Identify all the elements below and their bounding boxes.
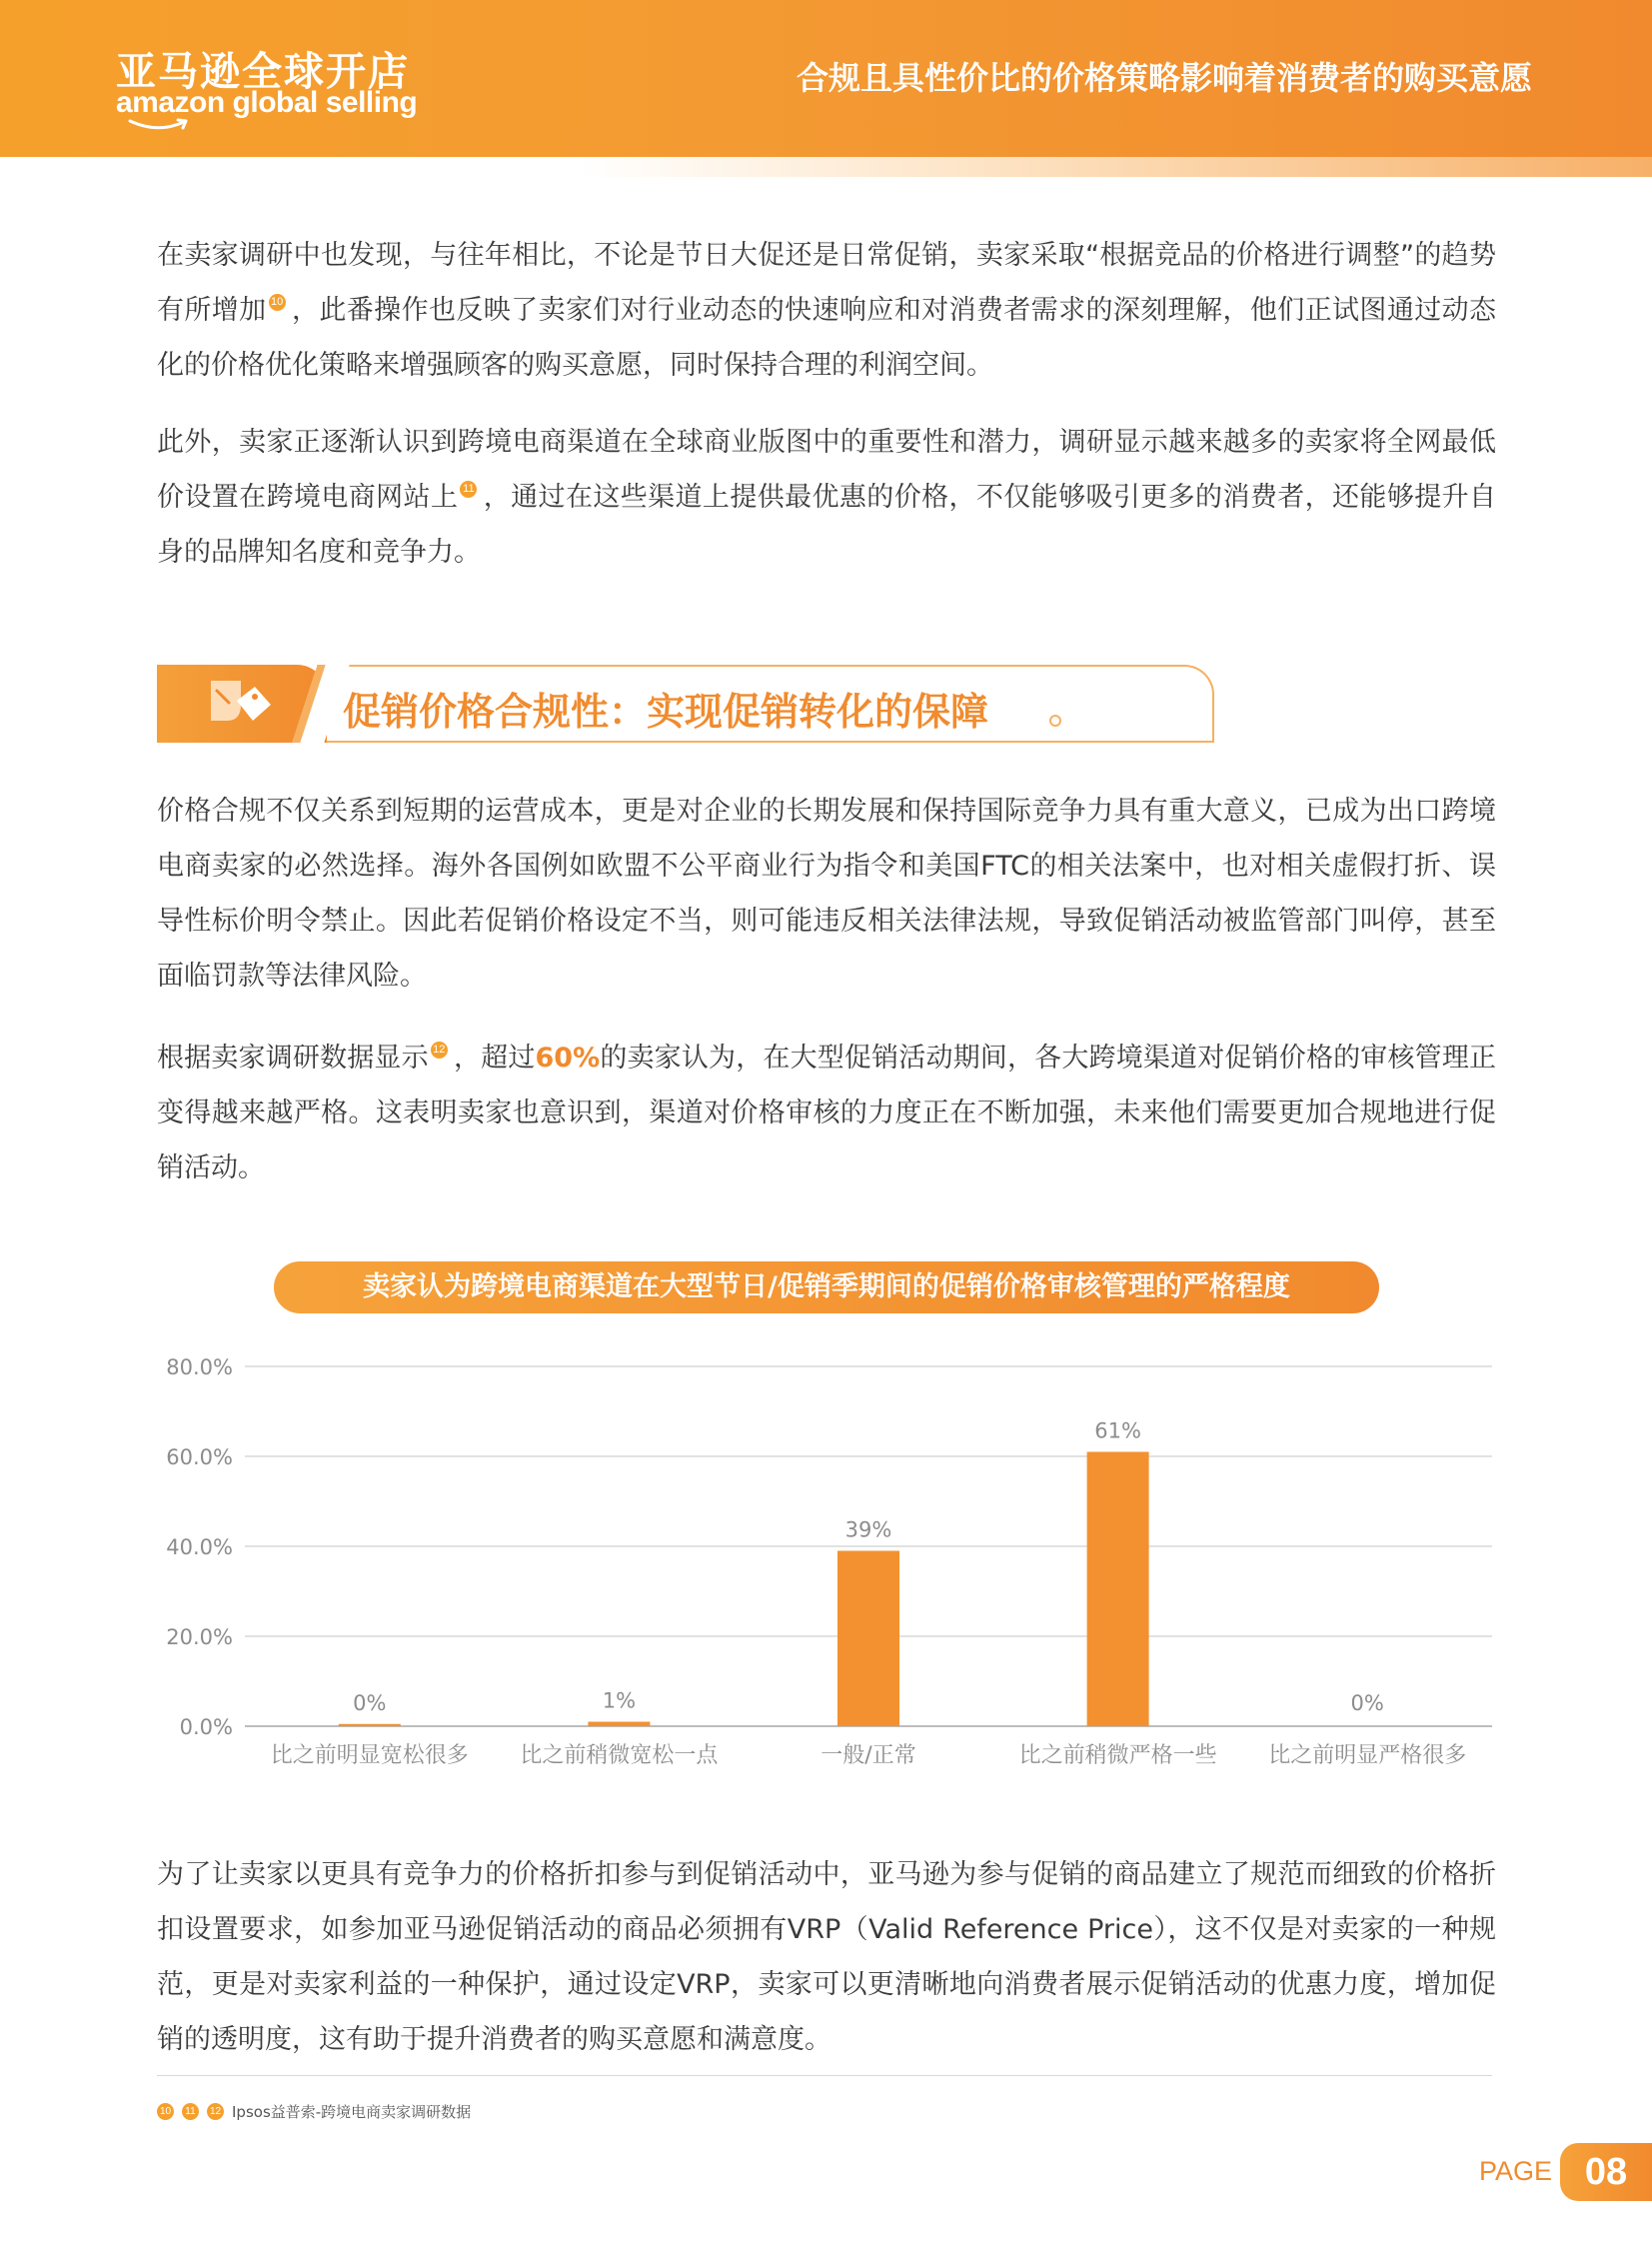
- paragraph-1-text-a: 在卖家调研中也发现，与往年相比，不论是节日大促还是日常促销，卖家采取“根据竞品的价格进行调整”的趋势有所增加: [157, 240, 1496, 326]
- paragraph-2-text-b: ，通过在这些渠道上提供最优惠的价格，不仅能够吸引更多的消费者，还能够提升自身的品牌知名度和竞争力。: [157, 482, 1497, 568]
- chart-title: 卖家认为跨境电商渠道在大型节日/促销季期间的促销价格审核管理的严格程度: [274, 1261, 1379, 1313]
- y-tick-label: 0.0%: [179, 1715, 233, 1739]
- x-tick-label: 比之前稍微严格一些: [1018, 1743, 1217, 1768]
- reference-marker: 11: [460, 481, 477, 498]
- data-label: 61%: [1094, 1418, 1141, 1443]
- bar: [837, 1551, 899, 1727]
- y-tick-label: 20.0%: [166, 1625, 233, 1649]
- paragraph-1: [157, 228, 1496, 393]
- brand-name-en: amazon global selling: [116, 86, 418, 119]
- section-heading: [157, 665, 1056, 743]
- paragraph-4-text-a: 根据卖家调研数据显示: [157, 1043, 429, 1074]
- paragraph-1-text-b: ，此番操作也反映了卖家们对行业动态的快速响应和对消费者需求的深刻理解，他们正试图通过动态化的价格优化策略来增强顾客的购买意愿，同时保持合理的利润空间。: [157, 295, 1497, 381]
- section-end-dot: [1049, 715, 1061, 727]
- data-label: 39%: [844, 1517, 892, 1542]
- brand-name-cn: 亚马逊全球开店: [116, 49, 410, 95]
- y-tick-label: 60.0%: [166, 1445, 233, 1469]
- amazon-smile-icon: [128, 118, 190, 132]
- price-tag-icon: [205, 675, 285, 735]
- reference-marker: 12: [431, 1042, 448, 1059]
- footnote-ref: 10: [157, 2103, 174, 2120]
- paragraph-2-text-a: 此外，卖家正逐渐认识到跨境电商渠道在全球商业版图中的重要性和潜力，调研显示越来越多的卖家将全网最低价设置在跨境电商网站上: [157, 427, 1496, 513]
- x-tick-label: 一般/正常: [821, 1743, 916, 1768]
- y-tick-label: 40.0%: [166, 1535, 233, 1559]
- bar-chart: [0, 1319, 1652, 1789]
- paragraph-2: [157, 415, 1496, 580]
- page-number: 08: [1560, 2143, 1652, 2201]
- bar: [1087, 1452, 1149, 1727]
- y-tick-label: 80.0%: [166, 1355, 233, 1379]
- header-title: 合规且具性价比的价格策略影响着消费者的购买意愿: [796, 59, 1532, 97]
- bar: [339, 1724, 401, 1726]
- x-tick-label: 比之前明显宽松很多: [270, 1743, 469, 1768]
- footnote-ref: 11: [182, 2103, 199, 2120]
- x-tick-label: 比之前稍微宽松一点: [520, 1743, 719, 1768]
- data-label: 0%: [353, 1690, 387, 1715]
- footnote-ref: 12: [207, 2103, 224, 2120]
- paragraph-4: [157, 1031, 1496, 1195]
- page-header: [0, 0, 1652, 157]
- footnote-source: Ipsos益普索-跨境电商卖家调研数据: [232, 2103, 472, 2121]
- paragraph-4-text-b: ，超过: [453, 1043, 536, 1074]
- paragraph-3: 价格合规不仅关系到短期的运营成本，更是对企业的长期发展和保持国际竞争力具有重大意义，已成为出口跨境电商卖家的必然选择。海外各国例如欧盟不公平商业行为指令和美国FTC的相关法案中，也对相关虚假打折、误导性标价明令禁止。因此若促销价格设定不当，则可能违反相关法律法规，导致促销活动被监管部门叫停，甚至面临罚款等法律风险。: [157, 796, 1496, 992]
- reference-marker: 10: [269, 294, 286, 311]
- paragraph-4-text-c: 的卖家认为，在大型促销活动期间，各大跨境渠道对促销价格的审核管理正变得越来越严格。这表明卖家也意识到，渠道对价格审核的力度正在不断加强，未来他们需要更加合规地进行促销活动。: [157, 1043, 1497, 1183]
- data-label: 1%: [602, 1688, 637, 1713]
- header-accent-bar: [0, 157, 1652, 177]
- x-tick-label: 比之前明显严格很多: [1268, 1743, 1467, 1768]
- footer-divider: [157, 2075, 1492, 2076]
- section-title: 促销价格合规性：实现促销转化的保障: [343, 690, 989, 734]
- footnote: [157, 2101, 471, 2122]
- data-label: 0%: [1350, 1691, 1384, 1715]
- page-label: PAGE: [1479, 2156, 1553, 2186]
- highlight-percentage: 60%: [535, 1043, 601, 1074]
- paragraph-5: 为了让卖家以更具有竞争力的价格折扣参与到促销活动中，亚马逊为参与促销的商品建立了规范而细致的价格折扣设置要求，如参加亚马逊促销活动的商品必须拥有VRP（Valid Reference Price），这不仅是对卖家的一种规范，更是对卖家利益的一种保护，通过设定VRP，卖家可以更清晰地向消费者展示促销活动的优惠力度，增加促销的透明度，这有助于提升消费者的购买意愿和满意度。: [157, 1859, 1496, 2055]
- bar: [588, 1722, 650, 1727]
